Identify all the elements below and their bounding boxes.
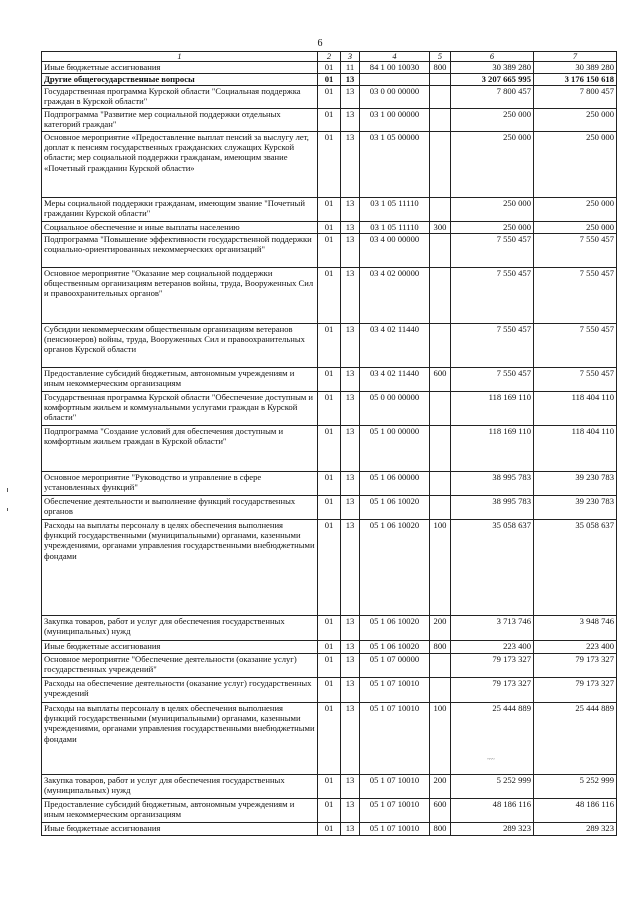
section-code: 01 xyxy=(318,654,341,678)
row-name: Обеспечение деятельности и выполнение функций государственных органов xyxy=(42,496,318,520)
expense-type-code: 800 xyxy=(430,62,451,74)
amount-year-2: 3 948 746 xyxy=(534,616,617,641)
target-article-code: 03 1 05 00000 xyxy=(360,132,430,198)
amount-year-2: 39 230 783 xyxy=(534,472,617,496)
amount-year-2: 223 400 xyxy=(534,641,617,654)
row-name: Основное мероприятие «Предоставление выплат пенсий за выслугу лет, доплат к пенсиям государственных гражданских служащих Курской области; мер социальной поддержки гражданам, имеющим звание «Почетный гражданин Курской области» xyxy=(42,132,318,198)
table-row xyxy=(42,496,617,520)
table-row xyxy=(42,520,617,616)
row-name: Предоставление субсидий бюджетным, автономным учреждениям и иным некоммерческим организациям xyxy=(42,799,318,823)
amount-year-2: 30 389 280 xyxy=(534,62,617,74)
expense-type-code: 600 xyxy=(430,799,451,823)
expense-type-code: 100 xyxy=(430,520,451,616)
table-row xyxy=(42,616,617,641)
expense-type-code xyxy=(430,472,451,496)
target-article-code: 03 4 02 00000 xyxy=(360,268,430,324)
row-name: Основное мероприятие "Руководство и управление в сфере установленных функций" xyxy=(42,472,318,496)
subsection-code: 13 xyxy=(341,641,360,654)
row-name: Подпрограмма "Создание условий для обеспечения доступным и комфортным жильем граждан в Курской области" xyxy=(42,426,318,472)
table-row xyxy=(42,703,617,775)
section-code: 01 xyxy=(318,823,341,836)
column-number: 6 xyxy=(451,52,534,62)
target-article-code: 05 1 07 10010 xyxy=(360,823,430,836)
subsection-code: 13 xyxy=(341,496,360,520)
handwritten-mark: ~~~ xyxy=(487,757,494,763)
section-code: 01 xyxy=(318,62,341,74)
subsection-code: 13 xyxy=(341,472,360,496)
table-row xyxy=(42,472,617,496)
section-code: 01 xyxy=(318,324,341,368)
expense-type-code xyxy=(430,426,451,472)
subsection-code: 13 xyxy=(341,426,360,472)
amount-year-1: 250 000 xyxy=(451,109,534,132)
row-name: Другие общегосударственные вопросы xyxy=(42,74,318,86)
amount-year-2: 5 252 999 xyxy=(534,775,617,799)
amount-year-1: 25 444 889 xyxy=(451,703,534,775)
amount-year-2: 250 000 xyxy=(534,198,617,222)
target-article-code: 05 1 06 10020 xyxy=(360,520,430,616)
target-article-code: 05 0 00 00000 xyxy=(360,392,430,426)
row-name: Основное мероприятие "Обеспечение деятельности (оказание услуг) государственных учреждений" xyxy=(42,654,318,678)
target-article-code: 05 1 07 10010 xyxy=(360,775,430,799)
amount-year-2: 79 173 327 xyxy=(534,678,617,703)
subsection-code: 13 xyxy=(341,520,360,616)
section-code: 01 xyxy=(318,703,341,775)
section-code: 01 xyxy=(318,222,341,234)
amount-year-1: 7 550 457 xyxy=(451,324,534,368)
target-article-code: 05 1 07 10010 xyxy=(360,799,430,823)
row-name: Расходы на выплаты персоналу в целях обеспечения выполнения функций государственными (муниципальными) органами, казенными учреждениями, органами управления государственными внебюджетными фондами xyxy=(42,703,318,775)
section-code: 01 xyxy=(318,472,341,496)
expense-type-code xyxy=(430,392,451,426)
expense-type-code xyxy=(430,654,451,678)
section-code: 01 xyxy=(318,74,341,86)
section-code: 01 xyxy=(318,799,341,823)
expense-type-code xyxy=(430,678,451,703)
amount-year-2: 25 444 889 xyxy=(534,703,617,775)
section-code: 01 xyxy=(318,268,341,324)
amount-year-1: 5 252 999 xyxy=(451,775,534,799)
amount-year-1: 118 169 110 xyxy=(451,392,534,426)
table-row xyxy=(42,392,617,426)
amount-year-1: 223 400 xyxy=(451,641,534,654)
subsection-code: 13 xyxy=(341,268,360,324)
section-code: 01 xyxy=(318,392,341,426)
expense-type-code: 200 xyxy=(430,616,451,641)
target-article-code: 05 1 06 10020 xyxy=(360,616,430,641)
subsection-code: 13 xyxy=(341,654,360,678)
margin-mark xyxy=(7,488,8,492)
target-article-code: 03 4 02 11440 xyxy=(360,368,430,392)
row-name: Иные бюджетные ассигнования xyxy=(42,823,318,836)
section-code: 01 xyxy=(318,368,341,392)
row-name: Основное мероприятие "Оказание мер социальной поддержки общественным организациям ветеранов войны, труда, Вооруженных Сил и правоохранительных органов" xyxy=(42,268,318,324)
column-number: 2 xyxy=(318,52,341,62)
page-number: 6 xyxy=(317,38,323,49)
row-name: Субсидии некоммерческим общественным организациям ветеранов (пенсионеров) войны, труда, Вооруженных Сил и правоохранительных органов Курской области xyxy=(42,324,318,368)
row-name: Расходы на обеспечение деятельности (оказание услуг) государственных учреждений xyxy=(42,678,318,703)
target-article-code: 03 1 00 00000 xyxy=(360,109,430,132)
amount-year-1: 38 995 783 xyxy=(451,496,534,520)
section-code: 01 xyxy=(318,109,341,132)
section-code: 01 xyxy=(318,132,341,198)
amount-year-1: 7 550 457 xyxy=(451,234,534,268)
column-number: 7 xyxy=(534,52,617,62)
section-code: 01 xyxy=(318,616,341,641)
budget-table xyxy=(41,51,617,836)
target-article-code: 03 1 05 11110 xyxy=(360,198,430,222)
table-row xyxy=(42,654,617,678)
amount-year-2: 7 800 457 xyxy=(534,86,617,109)
amount-year-2: 118 404 110 xyxy=(534,426,617,472)
target-article-code: 05 1 07 00000 xyxy=(360,654,430,678)
subsection-code: 13 xyxy=(341,109,360,132)
amount-year-1: 30 389 280 xyxy=(451,62,534,74)
expense-type-code xyxy=(430,74,451,86)
row-name: Государственная программа Курской области "Обеспечение доступным и комфортным жильем и коммунальными услугами граждан в Курской области" xyxy=(42,392,318,426)
target-article-code: 05 1 07 10010 xyxy=(360,703,430,775)
row-name: Подпрограмма "Повышение эффективности государственной поддержки социально-ориентированных некоммерческих организаций" xyxy=(42,234,318,268)
expense-type-code xyxy=(430,234,451,268)
amount-year-1: 250 000 xyxy=(451,222,534,234)
amount-year-2: 7 550 457 xyxy=(534,268,617,324)
table-row xyxy=(42,678,617,703)
expense-type-code xyxy=(430,324,451,368)
row-name: Расходы на выплаты персоналу в целях обеспечения выполнения функций государственными (муниципальными) органами, казенными учреждениями, органами управления государственными внебюджетными фондами xyxy=(42,520,318,616)
amount-year-2: 35 058 637 xyxy=(534,520,617,616)
expense-type-code: 100 xyxy=(430,703,451,775)
row-name: Иные бюджетные ассигнования xyxy=(42,641,318,654)
column-number: 3 xyxy=(341,52,360,62)
row-name: Иные бюджетные ассигнования xyxy=(42,62,318,74)
amount-year-1: 38 995 783 xyxy=(451,472,534,496)
table-row xyxy=(42,268,617,324)
table-row xyxy=(42,198,617,222)
table-row xyxy=(42,324,617,368)
column-number: 1 xyxy=(42,52,318,62)
table-row xyxy=(42,132,617,198)
row-name: Социальное обеспечение и иные выплаты населению xyxy=(42,222,318,234)
amount-year-2: 7 550 457 xyxy=(534,368,617,392)
column-number: 4 xyxy=(360,52,430,62)
section-code: 01 xyxy=(318,426,341,472)
table-row xyxy=(42,641,617,654)
table-row xyxy=(42,74,617,86)
amount-year-1: 250 000 xyxy=(451,198,534,222)
subsection-code: 11 xyxy=(341,62,360,74)
amount-year-1: 7 800 457 xyxy=(451,86,534,109)
subsection-code: 13 xyxy=(341,616,360,641)
amount-year-1: 3 207 665 995 xyxy=(451,74,534,86)
target-article-code: 03 4 00 00000 xyxy=(360,234,430,268)
section-code: 01 xyxy=(318,86,341,109)
amount-year-1: 250 000 xyxy=(451,132,534,198)
subsection-code: 13 xyxy=(341,198,360,222)
row-name: Государственная программа Курской области "Социальная поддержка граждан в Курской области" xyxy=(42,86,318,109)
target-article-code: 05 1 07 10010 xyxy=(360,678,430,703)
target-article-code: 84 1 00 10030 xyxy=(360,62,430,74)
row-name: Подпрограмма "Развитие мер социальной поддержки отдельных категорий граждан" xyxy=(42,109,318,132)
table-row xyxy=(42,426,617,472)
amount-year-1: 35 058 637 xyxy=(451,520,534,616)
expense-type-code: 600 xyxy=(430,368,451,392)
subsection-code: 13 xyxy=(341,86,360,109)
expense-type-code: 300 xyxy=(430,222,451,234)
subsection-code: 13 xyxy=(341,823,360,836)
expense-type-code xyxy=(430,86,451,109)
table-row xyxy=(42,368,617,392)
expense-type-code xyxy=(430,268,451,324)
amount-year-2: 7 550 457 xyxy=(534,234,617,268)
row-name: Меры социальной поддержки гражданам, имеющим звание "Почетный гражданин Курской области" xyxy=(42,198,318,222)
amount-year-2: 39 230 783 xyxy=(534,496,617,520)
target-article-code xyxy=(360,74,430,86)
table-row xyxy=(42,109,617,132)
amount-year-1: 79 173 327 xyxy=(451,678,534,703)
subsection-code: 13 xyxy=(341,234,360,268)
amount-year-2: 3 176 150 618 xyxy=(534,74,617,86)
section-code: 01 xyxy=(318,198,341,222)
table-row xyxy=(42,775,617,799)
subsection-code: 13 xyxy=(341,799,360,823)
table-row xyxy=(42,222,617,234)
amount-year-2: 79 173 327 xyxy=(534,654,617,678)
amount-year-2: 250 000 xyxy=(534,222,617,234)
amount-year-1: 118 169 110 xyxy=(451,426,534,472)
table-row xyxy=(42,234,617,268)
table-body xyxy=(42,52,617,836)
amount-year-1: 3 713 746 xyxy=(451,616,534,641)
amount-year-1: 79 173 327 xyxy=(451,654,534,678)
table-row xyxy=(42,86,617,109)
row-name: Закупка товаров, работ и услуг для обеспечения государственных (муниципальных) нужд xyxy=(42,616,318,641)
expense-type-code xyxy=(430,198,451,222)
row-name: Предоставление субсидий бюджетным, автономным учреждениям и иным некоммерческим организациям xyxy=(42,368,318,392)
target-article-code: 05 1 06 00000 xyxy=(360,472,430,496)
expense-type-code: 800 xyxy=(430,823,451,836)
section-code: 01 xyxy=(318,641,341,654)
subsection-code: 13 xyxy=(341,132,360,198)
amount-year-2: 289 323 xyxy=(534,823,617,836)
subsection-code: 13 xyxy=(341,775,360,799)
section-code: 01 xyxy=(318,234,341,268)
subsection-code: 13 xyxy=(341,222,360,234)
table-row xyxy=(42,62,617,74)
amount-year-1: 289 323 xyxy=(451,823,534,836)
target-article-code: 03 0 00 00000 xyxy=(360,86,430,109)
margin-mark xyxy=(7,508,8,511)
target-article-code: 05 1 06 10020 xyxy=(360,496,430,520)
expense-type-code: 200 xyxy=(430,775,451,799)
subsection-code: 13 xyxy=(341,703,360,775)
expense-type-code xyxy=(430,496,451,520)
expense-type-code xyxy=(430,132,451,198)
amount-year-2: 250 000 xyxy=(534,132,617,198)
row-name: Закупка товаров, работ и услуг для обеспечения государственных (муниципальных) нужд xyxy=(42,775,318,799)
amount-year-1: 7 550 457 xyxy=(451,368,534,392)
subsection-code: 13 xyxy=(341,74,360,86)
amount-year-1: 7 550 457 xyxy=(451,268,534,324)
amount-year-2: 250 000 xyxy=(534,109,617,132)
subsection-code: 13 xyxy=(341,392,360,426)
target-article-code: 05 1 00 00000 xyxy=(360,426,430,472)
amount-year-2: 7 550 457 xyxy=(534,324,617,368)
amount-year-1: 48 186 116 xyxy=(451,799,534,823)
column-number-header-row xyxy=(42,52,617,62)
subsection-code: 13 xyxy=(341,324,360,368)
target-article-code: 03 4 02 11440 xyxy=(360,324,430,368)
expense-type-code xyxy=(430,109,451,132)
table-row xyxy=(42,799,617,823)
column-number: 5 xyxy=(430,52,451,62)
section-code: 01 xyxy=(318,496,341,520)
table-row xyxy=(42,823,617,836)
section-code: 01 xyxy=(318,678,341,703)
subsection-code: 13 xyxy=(341,368,360,392)
amount-year-2: 118 404 110 xyxy=(534,392,617,426)
section-code: 01 xyxy=(318,520,341,616)
subsection-code: 13 xyxy=(341,678,360,703)
target-article-code: 05 1 06 10020 xyxy=(360,641,430,654)
target-article-code: 03 1 05 11110 xyxy=(360,222,430,234)
amount-year-2: 48 186 116 xyxy=(534,799,617,823)
expense-type-code: 800 xyxy=(430,641,451,654)
section-code: 01 xyxy=(318,775,341,799)
